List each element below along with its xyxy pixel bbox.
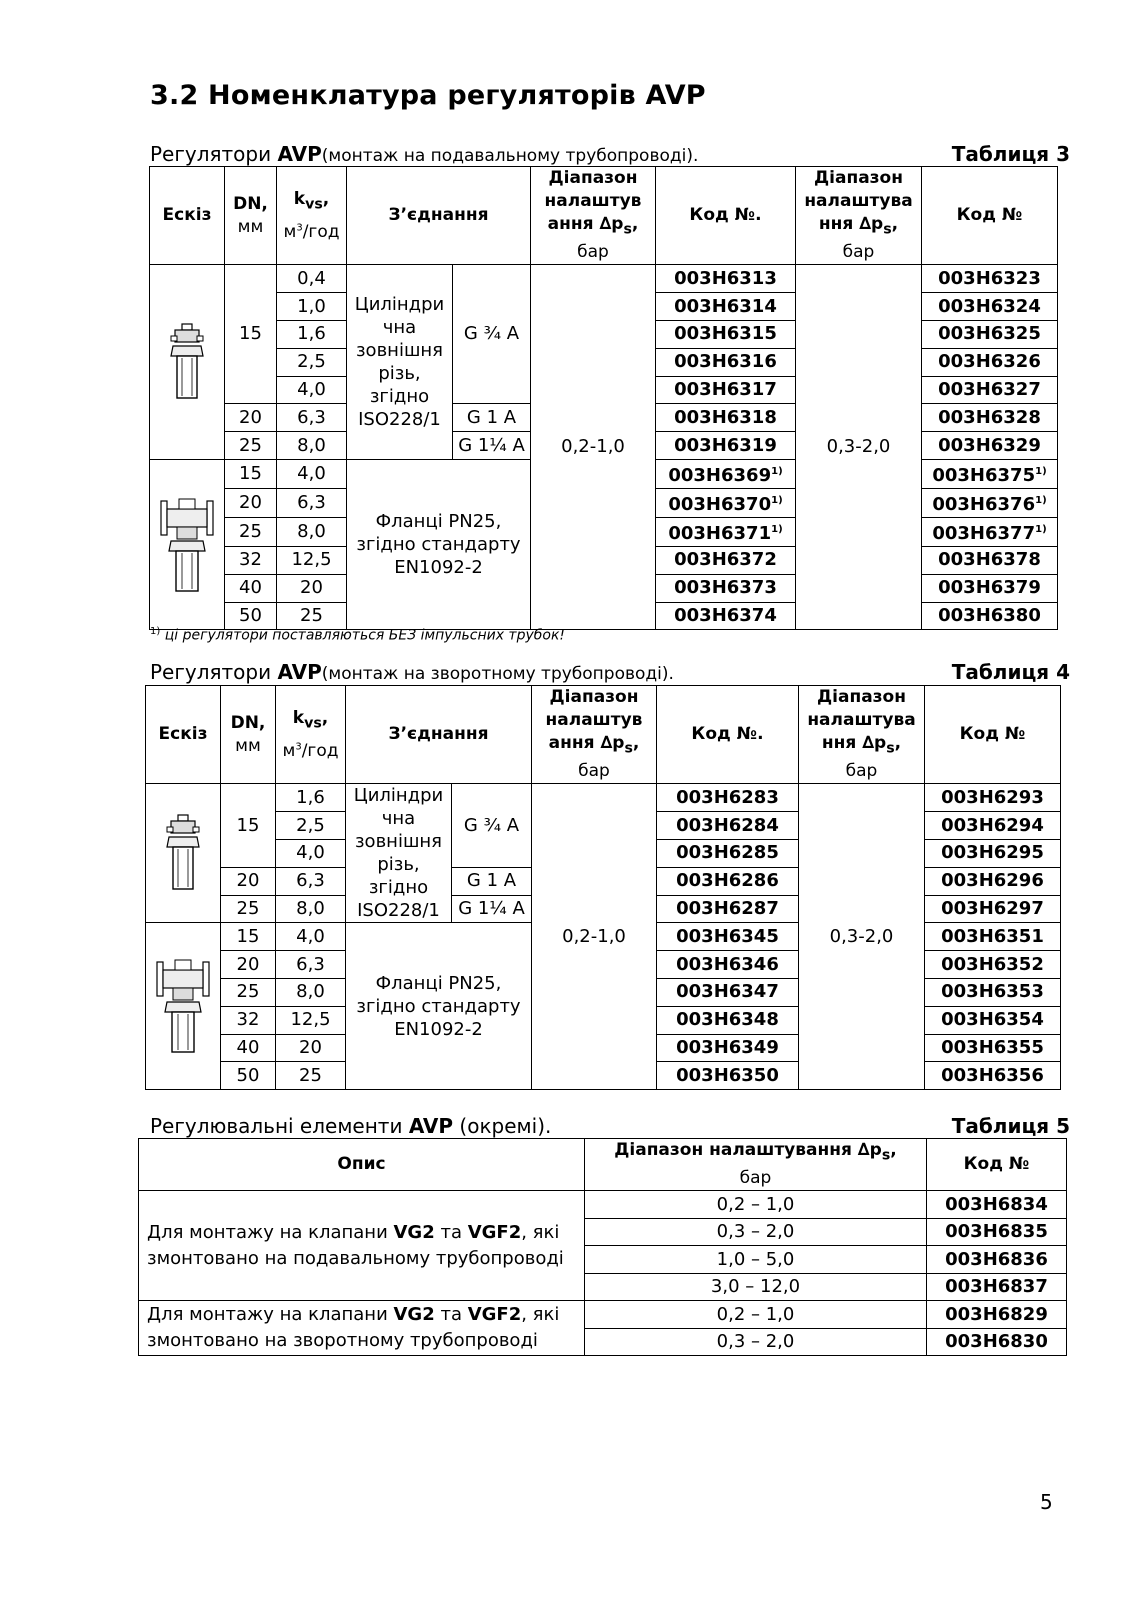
col-code: Код № (927, 1139, 1067, 1191)
kvs-cell: 1,0 (277, 293, 347, 321)
code-cell: 003H6378 (922, 546, 1058, 574)
code-cell: 003H6324 (922, 293, 1058, 321)
col-code-1: Код №. (657, 686, 799, 784)
code-cell: 003H6285 (657, 839, 799, 867)
sketch-cell (146, 784, 221, 923)
col-range-1: Діапазон налаштув ання $\Delta p_s$, бар (531, 167, 656, 265)
dn-cell: 15 (225, 265, 277, 404)
table-row (150, 265, 1058, 293)
col-range-1: Діапазон налаштув ання $\Delta p_s$, бар (532, 686, 657, 784)
dn-cell: 15 (225, 459, 277, 488)
kvs-cell: 25 (277, 602, 347, 630)
range-cell: 0,2-1,0 (532, 784, 657, 1090)
thread-size-cell: G ¾ A (453, 265, 531, 404)
col-code-2: Код № (922, 167, 1058, 265)
dn-cell: 40 (221, 1034, 276, 1062)
dn-cell: 20 (221, 951, 276, 979)
dn-cell: 20 (225, 488, 277, 517)
kvs-cell: 4,0 (277, 459, 347, 488)
kvs-cell: 8,0 (276, 978, 346, 1006)
kvs-cell: 2,5 (276, 812, 346, 840)
kvs-cell: 2,5 (277, 348, 347, 376)
range-cell: 0,3-2,0 (799, 784, 925, 1090)
code-cell: 003H6293 (925, 784, 1061, 812)
table3-header (150, 167, 1058, 265)
kvs-cell: 6,3 (277, 404, 347, 432)
code-cell: 003H6315 (656, 320, 796, 348)
code-cell: 003H6297 (925, 895, 1061, 923)
table5-header (139, 1139, 1067, 1191)
code-cell: 003H6379 (922, 574, 1058, 602)
code-cell: 003H6323 (922, 265, 1058, 293)
code-cell: 003H6329 (922, 432, 1058, 460)
dn-cell: 25 (221, 895, 276, 923)
dn-cell: 20 (225, 404, 277, 432)
sketch-cell (150, 459, 225, 629)
code-cell: 003H6313 (656, 265, 796, 293)
table4-name: Таблиця 4 (951, 660, 1070, 684)
kvs-cell: 4,0 (276, 839, 346, 867)
dn-cell: 32 (221, 1006, 276, 1034)
code-cell: 003H6370$^{1)}$ (656, 488, 796, 517)
code-cell: 003H6347 (657, 978, 799, 1006)
code-cell: 003H6346 (657, 951, 799, 979)
kvs-cell: 20 (277, 574, 347, 602)
dn-cell: 40 (225, 574, 277, 602)
connection-cell: Циліндри чна зовнішня різь, згідно ISO228/1 (347, 265, 453, 460)
code-cell: 003H6296 (925, 867, 1061, 895)
code-cell: 003H6376$^{1)}$ (922, 488, 1058, 517)
col-range: Діапазон налаштування $\Delta p_s$, бар (585, 1139, 927, 1191)
table3-caption: Регулятори AVP(монтаж на подавальному трубопроводі). Таблиця 3 (150, 142, 1070, 166)
kvs-cell: 12,5 (277, 546, 347, 574)
col-code-2: Код № (925, 686, 1061, 784)
code-cell: 003H6372 (656, 546, 796, 574)
code-cell: 003H6375$^{1)}$ (922, 459, 1058, 488)
table-row (139, 1191, 1067, 1219)
dn-cell: 15 (221, 784, 276, 867)
code-cell: 003H6353 (925, 978, 1061, 1006)
code-cell: 003H6327 (922, 376, 1058, 404)
code-cell: 003H6351 (925, 923, 1061, 951)
thread-size-cell: G 1¼ A (452, 895, 532, 923)
dn-cell: 15 (221, 923, 276, 951)
dn-cell: 32 (225, 546, 277, 574)
table3-footnote: $^{1)}$ ці регулятори поставляються БЕЗ імпульсних трубок! (150, 626, 566, 644)
valve-flanged-icon (157, 495, 217, 595)
code-cell: 003H6356 (925, 1062, 1061, 1090)
range-cell: 0,3 – 2,0 (585, 1328, 927, 1356)
code-cell: 003H6834 (927, 1191, 1067, 1219)
code-cell: 003H6345 (657, 923, 799, 951)
code-cell: 003H6318 (656, 404, 796, 432)
connection-cell: Циліндри чна зовнішня різь, згідно ISO228/1 (346, 784, 452, 923)
kvs-cell: 20 (276, 1034, 346, 1062)
dn-cell: 50 (225, 602, 277, 630)
table5-name: Таблиця 5 (951, 1114, 1070, 1138)
col-dn: DN, мм (225, 167, 277, 265)
sketch-cell (150, 265, 225, 460)
page-number: 5 (1040, 1490, 1053, 1514)
kvs-cell: 1,6 (277, 320, 347, 348)
kvs-cell: 8,0 (277, 517, 347, 546)
range-cell: 3,0 – 12,0 (585, 1273, 927, 1301)
connection-cell: Фланці PN25, згідно стандарту EN1092-2 (347, 459, 531, 629)
col-dn: DN, мм (221, 686, 276, 784)
col-connection: З’єднання (346, 686, 532, 784)
col-range-2: Діапазон налаштува ння $\Delta p_s$, бар (799, 686, 925, 784)
code-cell: 003H6294 (925, 812, 1061, 840)
page-title: 3.2 Номенклатура регуляторів AVP (150, 80, 706, 111)
table-3 (149, 166, 1058, 630)
code-cell: 003H6352 (925, 951, 1061, 979)
col-range-2: Діапазон налаштува ння $\Delta p_s$, бар (796, 167, 922, 265)
dn-cell: 25 (225, 432, 277, 460)
kvs-cell: 25 (276, 1062, 346, 1090)
kvs-cell: 8,0 (277, 432, 347, 460)
kvs-cell: 1,6 (276, 784, 346, 812)
kvs-cell: 6,3 (276, 867, 346, 895)
table-5 (138, 1138, 1067, 1356)
kvs-cell: 4,0 (277, 376, 347, 404)
range-cell: 1,0 – 5,0 (585, 1246, 927, 1274)
kvs-cell: 8,0 (276, 895, 346, 923)
code-cell: 003H6350 (657, 1062, 799, 1090)
code-cell: 003H6328 (922, 404, 1058, 432)
dn-cell: 25 (225, 517, 277, 546)
code-cell: 003H6354 (925, 1006, 1061, 1034)
connection-cell: Фланці PN25, згідно стандарту EN1092-2 (346, 923, 532, 1090)
code-cell: 003H6380 (922, 602, 1058, 630)
code-cell: 003H6377$^{1)}$ (922, 517, 1058, 546)
description-cell: Для монтажу на клапани VG2 та VGF2, які змонтовано на зворотному трубопроводі (139, 1301, 585, 1356)
thread-size-cell: G ¾ A (452, 784, 532, 867)
range-cell: 0,2-1,0 (531, 265, 656, 630)
kvs-cell: 12,5 (276, 1006, 346, 1034)
code-cell: 003H6325 (922, 320, 1058, 348)
code-cell: 003H6371$^{1)}$ (656, 517, 796, 546)
code-cell: 003H6284 (657, 812, 799, 840)
code-cell: 003H6319 (656, 432, 796, 460)
col-code-1: Код №. (656, 167, 796, 265)
col-kvs: $k_{vs}$, $м^3$/год (276, 686, 346, 784)
description-cell: Для монтажу на клапани VG2 та VGF2, які змонтовано на подавальному трубопроводі (139, 1191, 585, 1301)
valve-threaded-icon (167, 322, 207, 402)
code-cell: 003H6314 (656, 293, 796, 321)
table4-header (146, 686, 1061, 784)
thread-size-cell: G 1 A (453, 404, 531, 432)
valve-flanged-icon (153, 956, 213, 1056)
range-cell: 0,3-2,0 (796, 265, 922, 630)
valve-threaded-icon (163, 813, 203, 893)
code-cell: 003H6374 (656, 602, 796, 630)
col-description: Опис (139, 1139, 585, 1191)
dn-cell: 50 (221, 1062, 276, 1090)
kvs-cell: 4,0 (276, 923, 346, 951)
col-sketch: Ескіз (150, 167, 225, 265)
range-cell: 0,2 – 1,0 (585, 1301, 927, 1329)
code-cell: 003H6317 (656, 376, 796, 404)
range-cell: 0,3 – 2,0 (585, 1218, 927, 1246)
code-cell: 003H6373 (656, 574, 796, 602)
table4-caption: Регулятори AVP(монтаж на зворотному трубопроводі). Таблиця 4 (150, 660, 1070, 684)
code-cell: 003H6836 (927, 1246, 1067, 1274)
table-row (139, 1301, 1067, 1329)
code-cell: 003H6283 (657, 784, 799, 812)
code-cell: 003H6348 (657, 1006, 799, 1034)
thread-size-cell: G 1 A (452, 867, 532, 895)
table3-name: Таблиця 3 (951, 142, 1070, 166)
code-cell: 003H6829 (927, 1301, 1067, 1329)
kvs-cell: 0,4 (277, 265, 347, 293)
code-cell: 003H6355 (925, 1034, 1061, 1062)
table5-caption: Регулювальні елементи AVP (окремі). Таблиця 5 (150, 1114, 1070, 1138)
code-cell: 003H6287 (657, 895, 799, 923)
table-row (146, 784, 1061, 812)
dn-cell: 25 (221, 978, 276, 1006)
code-cell: 003H6326 (922, 348, 1058, 376)
code-cell: 003H6295 (925, 839, 1061, 867)
thread-size-cell: G 1¼ A (453, 432, 531, 460)
code-cell: 003H6830 (927, 1328, 1067, 1356)
code-cell: 003H6837 (927, 1273, 1067, 1301)
col-sketch: Ескіз (146, 686, 221, 784)
kvs-cell: 6,3 (276, 951, 346, 979)
code-cell: 003H6835 (927, 1218, 1067, 1246)
sketch-cell (146, 923, 221, 1090)
dn-cell: 20 (221, 867, 276, 895)
code-cell: 003H6316 (656, 348, 796, 376)
col-kvs: $k_{vs}$, $м^3$/год (277, 167, 347, 265)
table-4 (145, 685, 1061, 1090)
code-cell: 003H6286 (657, 867, 799, 895)
range-cell: 0,2 – 1,0 (585, 1191, 927, 1219)
kvs-cell: 6,3 (277, 488, 347, 517)
code-cell: 003H6349 (657, 1034, 799, 1062)
code-cell: 003H6369$^{1)}$ (656, 459, 796, 488)
col-connection: З’єднання (347, 167, 531, 265)
